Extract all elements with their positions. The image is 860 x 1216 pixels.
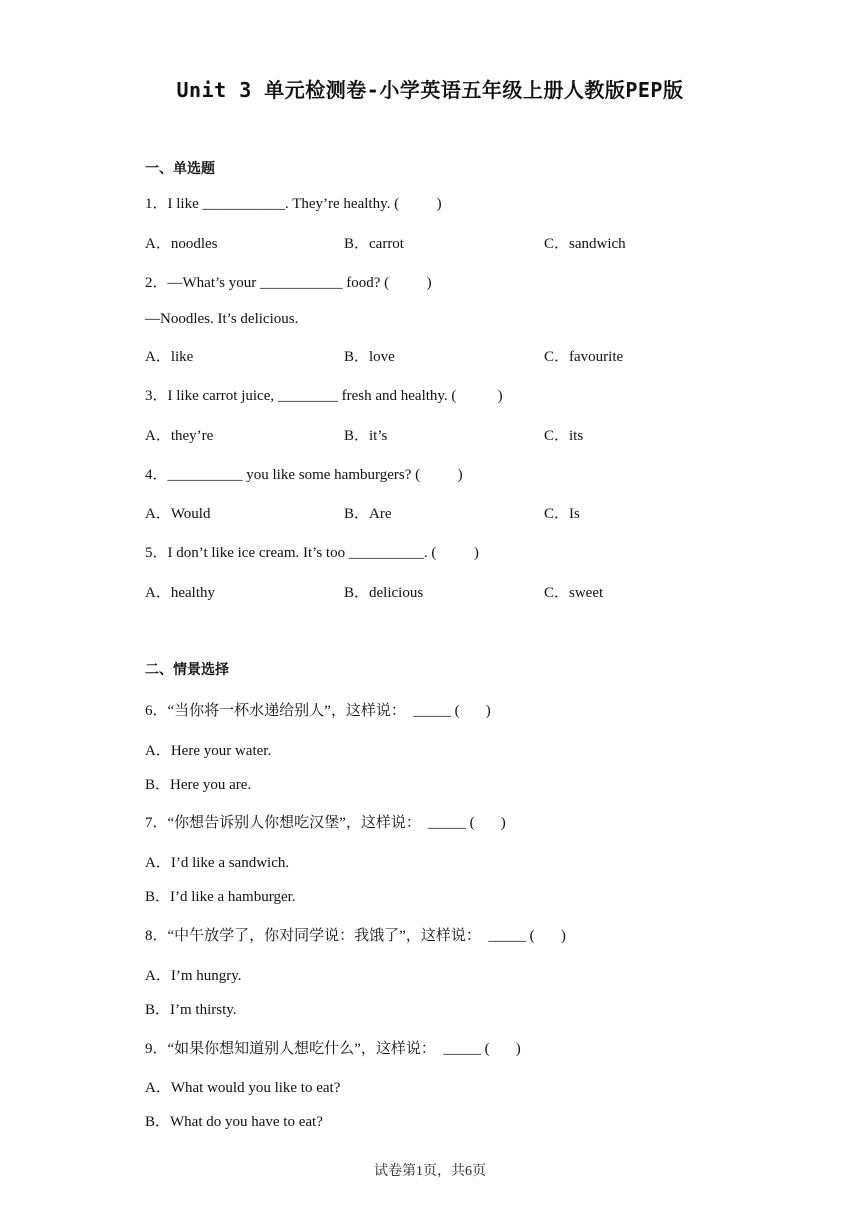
- q1-option-a: A．noodles: [145, 236, 218, 252]
- q6-option-a: A．Here your water.: [145, 743, 272, 759]
- q7-option-b: B．I’d like a hamburger.: [145, 889, 296, 905]
- question-4: 4．__________ you like some hamburgers? ( ): [145, 467, 463, 483]
- q8-option-a: A．I’m hungry.: [145, 968, 242, 984]
- q4-option-c: C．Is: [544, 506, 580, 522]
- q2-option-c: C．favourite: [544, 349, 624, 365]
- q4-option-a: A．Would: [145, 506, 211, 522]
- q1-option-b: B．carrot: [344, 236, 404, 252]
- q5-option-a: A．healthy: [145, 585, 215, 601]
- question-7: 7．“你想告诉别人你想吃汉堡”，这样说： _____ ( ): [145, 815, 506, 831]
- q3-option-c: C．its: [544, 428, 584, 444]
- question-2-dialogue: —Noodles. It’s delicious.: [145, 311, 299, 327]
- q1-option-c: C．sandwich: [544, 236, 626, 252]
- question-6: 6．“当你将一杯水递给别人”，这样说： _____ ( ): [145, 703, 491, 719]
- question-9: 9．“如果你想知道别人想吃什么”，这样说： _____ ( ): [145, 1041, 521, 1057]
- q9-option-a: A．What would you like to eat?: [145, 1080, 341, 1096]
- page-title: Unit 3 单元检测卷-小学英语五年级上册人教版PEP版: [176, 78, 684, 102]
- q7-option-a: A．I’d like a sandwich.: [145, 855, 290, 871]
- question-1: 1．I like ___________. They’re healthy. ( ): [145, 196, 442, 212]
- question-2: 2．—What’s your ___________ food? ( ): [145, 275, 432, 291]
- q6-option-b: B．Here you are.: [145, 777, 252, 793]
- page-footer: 试卷第1页，共6页: [374, 1164, 486, 1179]
- question-8: 8．“中午放学了，你对同学说：我饿了”，这样说： _____ ( ): [145, 928, 566, 944]
- question-3: 3．I like carrot juice, ________ fresh and healthy. ( ): [145, 388, 503, 404]
- q3-option-b: B．it’s: [344, 428, 388, 444]
- q2-option-a: A．like: [145, 349, 194, 365]
- q4-option-b: B．Are: [344, 506, 392, 522]
- section-heading-situational: 二、情景选择: [145, 662, 229, 678]
- q3-option-a: A．they’re: [145, 428, 214, 444]
- q5-option-c: C．sweet: [544, 585, 604, 601]
- section-heading-single-choice: 一、单选题: [145, 161, 215, 177]
- q8-option-b: B．I’m thirsty.: [145, 1002, 237, 1018]
- q2-option-b: B．love: [344, 349, 395, 365]
- q9-option-b: B．What do you have to eat?: [145, 1114, 323, 1130]
- question-5: 5．I don’t like ice cream. It’s too __________. ( ): [145, 545, 479, 561]
- q5-option-b: B．delicious: [344, 585, 424, 601]
